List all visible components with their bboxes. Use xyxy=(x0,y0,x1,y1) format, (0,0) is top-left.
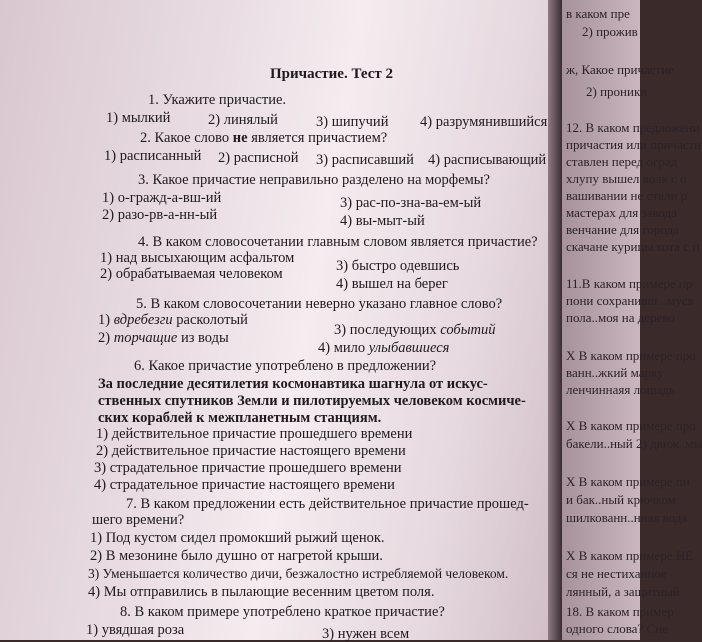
right-line: Х В каком примере пи xyxy=(566,474,690,489)
q2-answer-2: 2) расписной xyxy=(218,150,299,166)
q2-answer-4: 4) расписывающий xyxy=(428,152,547,168)
right-line: венчание для города xyxy=(566,222,679,237)
right-line: 2) прожив xyxy=(582,24,638,39)
question-5: 5. В каком словосочетании неверно указано главное слово? xyxy=(136,296,503,312)
q6-answer-2: 2) действительное причастие настоящего времени xyxy=(96,443,406,459)
q8-answer-3: 3) нужен всем xyxy=(322,626,410,642)
q3-answer-1: 1) о-гражд-а-вш-ий xyxy=(102,190,222,206)
right-line: ванн..жкий марку xyxy=(566,365,664,380)
right-line: скачане курицы кота с п xyxy=(566,239,700,254)
right-line: пола..моя на дерево xyxy=(566,310,675,325)
q6-answer-4: 4) страдательное причастие настоящего времени xyxy=(94,477,395,493)
book-page-right xyxy=(562,0,702,640)
right-line: Х В каком примере про xyxy=(566,418,696,433)
right-line: Х В каком примере НЕ xyxy=(566,548,694,563)
q3-answer-3: 3) рас-по-зна-ва-ем-ый xyxy=(340,195,482,211)
q7-answer-3: 3) Уменьшается количество дичи, безжалостно истребляемой человеком. xyxy=(88,566,509,581)
question-3: 3. Какое причастие неправильно разделено на морфемы? xyxy=(138,172,490,188)
right-line: ставлен перед оград xyxy=(566,154,678,169)
q5-answer-2: 2) торчащие из воды xyxy=(98,330,229,346)
right-line: ся не нестиханное xyxy=(566,566,667,581)
q3-answer-2: 2) разо-рв-а-нн-ый xyxy=(102,207,218,223)
right-line: хлупу вышел волк с о xyxy=(566,171,687,186)
q5-answer-1: 1) вдребезги расколотый xyxy=(98,312,248,328)
question-7-line-2: шего времени? xyxy=(92,512,185,528)
q4-answer-3: 3) быстро одевшись xyxy=(336,258,460,274)
question-8: 8. В каком примере употреблено краткое причастие? xyxy=(120,604,445,620)
q5-answer-3: 3) последующих событий xyxy=(334,322,496,338)
page-title: Причастие. Тест 2 xyxy=(270,66,393,82)
right-line: в каком пре xyxy=(566,6,630,21)
right-line: бакели..ный 2) движ..мы xyxy=(566,436,702,451)
right-line: 12. В каком предложени xyxy=(566,120,700,135)
q6-sentence-line-3: ских кораблей к межпланетным станциям. xyxy=(98,410,382,426)
q2-answer-1: 1) расписанный xyxy=(104,148,202,164)
question-7-line-1: 7. В каком предложении есть действительное причастие прошед- xyxy=(126,496,529,512)
right-line: 11.В каком примере пр xyxy=(566,276,693,291)
right-line: шилкованн..нная вода xyxy=(566,510,688,525)
right-line: 18. В каком пример xyxy=(566,604,674,619)
right-line: ленчиннаяя лошадь xyxy=(566,382,675,397)
right-line: причастия или причастн xyxy=(566,137,702,152)
right-line: мастерах для завода xyxy=(566,205,677,220)
question-4: 4. В каком словосочетании главным словом является причастие? xyxy=(138,234,538,250)
right-line: 2) проникн xyxy=(586,84,648,99)
q7-answer-2: 2) В мезонине было душно от нагретой крыши. xyxy=(90,548,383,564)
right-line: и бак..ный крючком xyxy=(566,492,677,507)
q3-answer-4: 4) вы-мыт-ый xyxy=(340,213,425,229)
q6-sentence-line-1: За последние десятилетия космонавтика шагнула от искус- xyxy=(98,376,488,392)
q7-answer-1: 1) Под кустом сидел промокший рыжий щенок. xyxy=(90,530,385,546)
q6-answer-3: 3) страдательное причастие прошедшего времени xyxy=(94,460,402,476)
q1-answer-2: 2) линялый xyxy=(208,112,278,128)
q1-answer-1: 1) мылкий xyxy=(106,110,171,126)
q8-answer-1: 1) увядшая роза xyxy=(86,622,185,638)
question-2: 2. Какое слово не является причастием? xyxy=(140,130,388,146)
q5-answer-4: 4) мило улыбавшиеся xyxy=(318,340,450,356)
q6-sentence-line-2: ственных спутников Земли и пилотируемых человеком космиче- xyxy=(98,393,526,409)
q7-answer-4: 4) Мы отправились в пылающие весенним цветом поля. xyxy=(88,584,435,600)
question-6: 6. Какое причастие употреблено в предложении? xyxy=(134,358,437,374)
question-1: 1. Укажите причастие. xyxy=(148,92,287,108)
q1-answer-4: 4) разрумянившийся xyxy=(420,114,548,130)
q6-answer-1: 1) действительное причастие прошедшего времени xyxy=(96,426,413,442)
book-gutter xyxy=(548,0,562,640)
right-line: пони сохранивш...муся xyxy=(566,293,694,308)
q4-answer-2: 2) обрабатываемая человеком xyxy=(100,266,283,282)
q2-answer-3: 3) расписавший xyxy=(316,152,414,168)
right-line: ж, Какое причастие xyxy=(566,62,674,77)
q4-answer-1: 1) над высыхающим асфальтом xyxy=(100,250,295,266)
right-line: лянный, а защитный xyxy=(566,584,680,599)
right-line: Х В каком примере про xyxy=(566,348,696,363)
right-line: вашивании не стали р xyxy=(566,188,688,203)
right-line: одного слова? Сне xyxy=(566,621,668,636)
q1-answer-3: 3) шипучий xyxy=(316,114,389,130)
q4-answer-4: 4) вышел на берег xyxy=(336,276,448,292)
